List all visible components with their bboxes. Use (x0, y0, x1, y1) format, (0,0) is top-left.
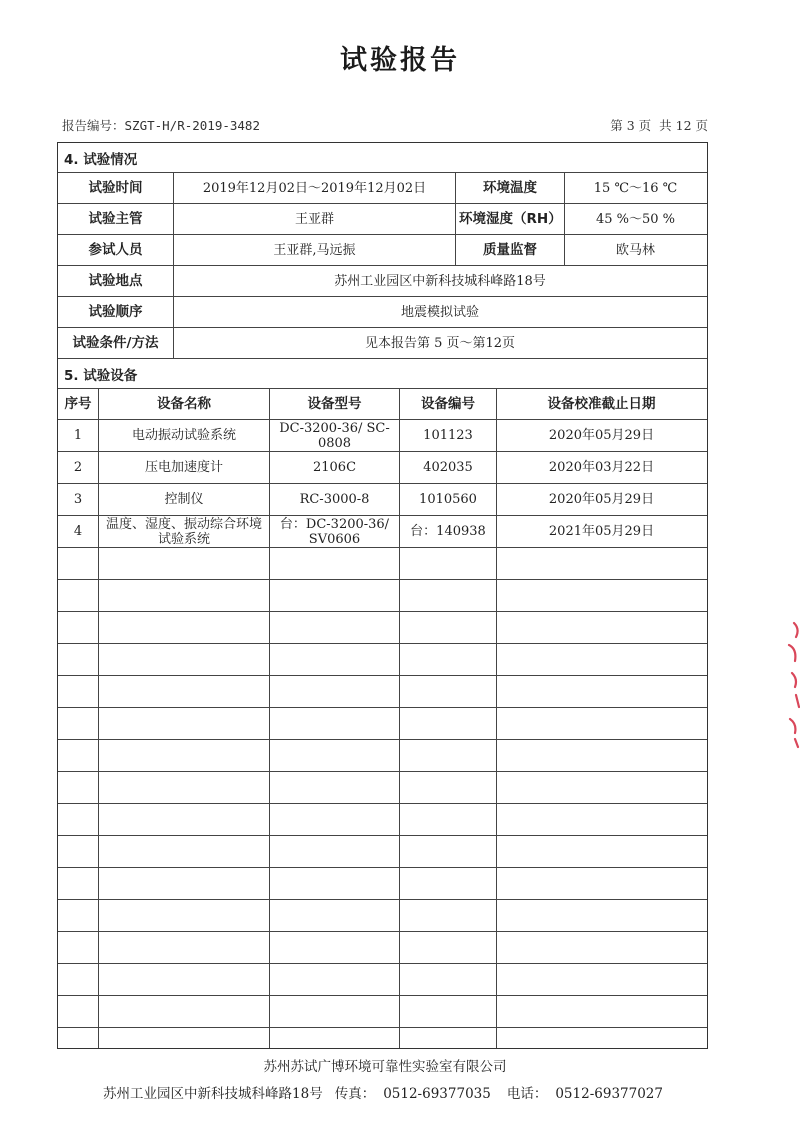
cell-model: DC-3200-36/ SC-0808 (270, 420, 400, 451)
table-row (58, 452, 707, 484)
empty-cell (99, 580, 270, 611)
empty-cell (400, 708, 497, 739)
empty-cell (400, 996, 497, 1027)
empty-cell (497, 612, 706, 643)
empty-table-row (58, 900, 707, 932)
empty-cell (58, 932, 99, 963)
value-supervisor: 王亚群 (174, 204, 456, 234)
cell-model: 台：DC-3200-36/ SV0606 (270, 516, 400, 547)
empty-cell (270, 612, 400, 643)
label-test-time: 试验时间 (58, 173, 174, 203)
empty-cell (270, 676, 400, 707)
footer-contact (0, 1082, 770, 1102)
report-number-value: SZGT-H/R-2019-3482 (124, 118, 260, 133)
empty-cell (58, 964, 99, 995)
empty-cell (58, 612, 99, 643)
cell-model: RC-3000-8 (270, 484, 400, 515)
cell-no: 3 (58, 484, 99, 515)
cell-name: 控制仪 (99, 484, 270, 515)
empty-cell (99, 612, 270, 643)
section-heading-equipment: 5. 试验设备 (58, 359, 707, 389)
empty-cell (400, 836, 497, 867)
value-test-time: 2019年12月02日～2019年12月02日 (174, 173, 456, 203)
cell-id: 台：140938 (400, 516, 497, 547)
report-number-label: 报告编号： (62, 118, 125, 133)
empty-cell (58, 1028, 99, 1049)
empty-cell (400, 964, 497, 995)
info-row-location (58, 266, 707, 297)
empty-cell (497, 996, 706, 1027)
empty-table-row (58, 868, 707, 900)
empty-table-row (58, 580, 707, 612)
empty-cell (58, 900, 99, 931)
label-env-humidity: 环境湿度（RH） (456, 204, 565, 234)
empty-cell (497, 804, 706, 835)
empty-rows (58, 548, 707, 1049)
empty-table-row (58, 644, 707, 676)
empty-cell (497, 1028, 706, 1049)
empty-cell (400, 868, 497, 899)
empty-cell (270, 1028, 400, 1049)
empty-table-row (58, 612, 707, 644)
empty-cell (400, 580, 497, 611)
table-row (58, 516, 707, 548)
value-location: 苏州工业园区中新科技城科峰路18号 (334, 273, 546, 289)
empty-cell (270, 580, 400, 611)
empty-cell (270, 708, 400, 739)
empty-cell (400, 676, 497, 707)
empty-cell (58, 580, 99, 611)
empty-cell (270, 548, 400, 579)
page-current: 第 3 页 (610, 118, 652, 133)
empty-cell (99, 932, 270, 963)
label-qa: 质量监督 (456, 235, 565, 265)
column-header-id: 设备编号 (400, 389, 497, 419)
equipment-header-row (58, 389, 707, 420)
empty-cell (497, 740, 706, 771)
empty-cell (58, 836, 99, 867)
cell-id: 402035 (400, 452, 497, 483)
section-heading-test-info: 4. 试验情况 (58, 143, 707, 173)
empty-cell (497, 772, 706, 803)
footer-fax (331, 1086, 495, 1102)
empty-cell (99, 772, 270, 803)
report-number (62, 116, 260, 134)
empty-cell (270, 772, 400, 803)
empty-cell (400, 772, 497, 803)
footer-address: 苏州工业园区中新科技城科峰路18号 (103, 1086, 323, 1102)
empty-table-row (58, 740, 707, 772)
empty-cell (270, 868, 400, 899)
empty-cell (99, 1028, 270, 1049)
report-table (57, 142, 708, 1049)
empty-cell (270, 644, 400, 675)
column-header-no: 序号 (58, 389, 99, 419)
empty-table-row (58, 548, 707, 580)
cell-date: 2020年05月29日 (548, 428, 655, 443)
page-title: 试验报告 (340, 45, 460, 76)
empty-cell (270, 836, 400, 867)
empty-cell (400, 804, 497, 835)
info-row-conditions (58, 328, 707, 359)
empty-cell (400, 1028, 497, 1049)
info-row-time (58, 173, 707, 204)
empty-cell (270, 900, 400, 931)
empty-cell (400, 612, 497, 643)
label-sequence: 试验顺序 (58, 297, 174, 327)
empty-cell (58, 772, 99, 803)
info-row-supervisor (58, 204, 707, 235)
empty-cell (270, 740, 400, 771)
empty-cell (270, 964, 400, 995)
empty-cell (58, 644, 99, 675)
empty-cell (497, 868, 706, 899)
empty-table-row (58, 836, 707, 868)
empty-table-row (58, 1028, 707, 1049)
empty-cell (99, 996, 270, 1027)
empty-cell (400, 900, 497, 931)
empty-cell (99, 676, 270, 707)
cell-date: 2021年05月29日 (548, 524, 655, 539)
empty-cell (58, 548, 99, 579)
empty-cell (99, 804, 270, 835)
empty-cell (497, 964, 706, 995)
empty-cell (497, 644, 706, 675)
empty-table-row (58, 676, 707, 708)
value-sequence: 地震模拟试验 (400, 304, 479, 320)
cell-id: 101123 (400, 420, 497, 451)
empty-table-row (58, 996, 707, 1028)
empty-cell (99, 644, 270, 675)
value-participants: 王亚群,马远振 (174, 235, 456, 265)
empty-cell (99, 836, 270, 867)
empty-cell (497, 580, 706, 611)
empty-cell (58, 676, 99, 707)
empty-cell (99, 708, 270, 739)
empty-cell (58, 708, 99, 739)
empty-cell (270, 932, 400, 963)
footer-phone-label: 电话： (506, 1086, 548, 1102)
footer-phone (503, 1086, 667, 1102)
value-env-temp: 15 ℃～16 ℃ (593, 180, 678, 196)
empty-cell (270, 996, 400, 1027)
table-row (58, 420, 707, 452)
empty-cell (400, 740, 497, 771)
cell-model: 2106C (270, 452, 400, 483)
footer-phone-value: 0512-69377027 (555, 1086, 663, 1102)
cell-no: 1 (58, 420, 99, 451)
seal-stamp-edge (780, 615, 800, 755)
empty-table-row (58, 964, 707, 996)
label-conditions: 试验条件/方法 (58, 328, 174, 358)
empty-cell (270, 804, 400, 835)
column-header-name: 设备名称 (99, 389, 270, 419)
label-location: 试验地点 (58, 266, 174, 296)
empty-cell (58, 740, 99, 771)
empty-cell (497, 548, 706, 579)
value-conditions: 见本报告第 5 页～第12页 (364, 335, 516, 351)
cell-name: 压电加速度计 (99, 452, 270, 483)
empty-cell (99, 868, 270, 899)
value-qa: 欧马林 (615, 242, 655, 258)
cell-name: 温度、湿度、振动综合环境试验系统 (99, 516, 270, 547)
empty-cell (497, 708, 706, 739)
footer-company: 苏州苏试广博环境可靠性实验室有限公司 (263, 1059, 507, 1075)
empty-cell (58, 996, 99, 1027)
empty-table-row (58, 708, 707, 740)
label-participants: 参试人员 (58, 235, 174, 265)
table-row (58, 484, 707, 516)
empty-table-row (58, 804, 707, 836)
empty-cell (58, 804, 99, 835)
empty-table-row (58, 932, 707, 964)
empty-cell (400, 644, 497, 675)
cell-no: 2 (58, 452, 99, 483)
column-header-model: 设备型号 (270, 389, 400, 419)
footer-fax-value: 0512-69377035 (383, 1086, 491, 1102)
info-row-sequence (58, 297, 707, 328)
empty-cell (99, 548, 270, 579)
cell-date: 2020年03月22日 (548, 460, 655, 475)
page-indicator (606, 116, 708, 134)
cell-date: 2020年05月29日 (548, 492, 655, 507)
empty-cell (400, 932, 497, 963)
empty-table-row (58, 772, 707, 804)
label-supervisor: 试验主管 (58, 204, 174, 234)
label-env-temp: 环境温度 (456, 173, 565, 203)
info-row-participants (58, 235, 707, 266)
empty-cell (497, 836, 706, 867)
footer-fax-label: 传真： (334, 1086, 376, 1102)
empty-cell (497, 932, 706, 963)
column-header-calibration-date: 设备校准截止日期 (547, 395, 656, 412)
value-env-humidity: 45 %～50 % (595, 211, 676, 227)
empty-cell (99, 740, 270, 771)
empty-cell (99, 964, 270, 995)
empty-cell (497, 676, 706, 707)
empty-cell (400, 548, 497, 579)
empty-cell (58, 868, 99, 899)
page-total: 共 12 页 (659, 118, 708, 133)
empty-cell (99, 900, 270, 931)
cell-name: 电动振动试验系统 (99, 420, 270, 451)
cell-id: 1010560 (400, 484, 497, 515)
empty-cell (497, 900, 706, 931)
cell-no: 4 (58, 516, 99, 547)
